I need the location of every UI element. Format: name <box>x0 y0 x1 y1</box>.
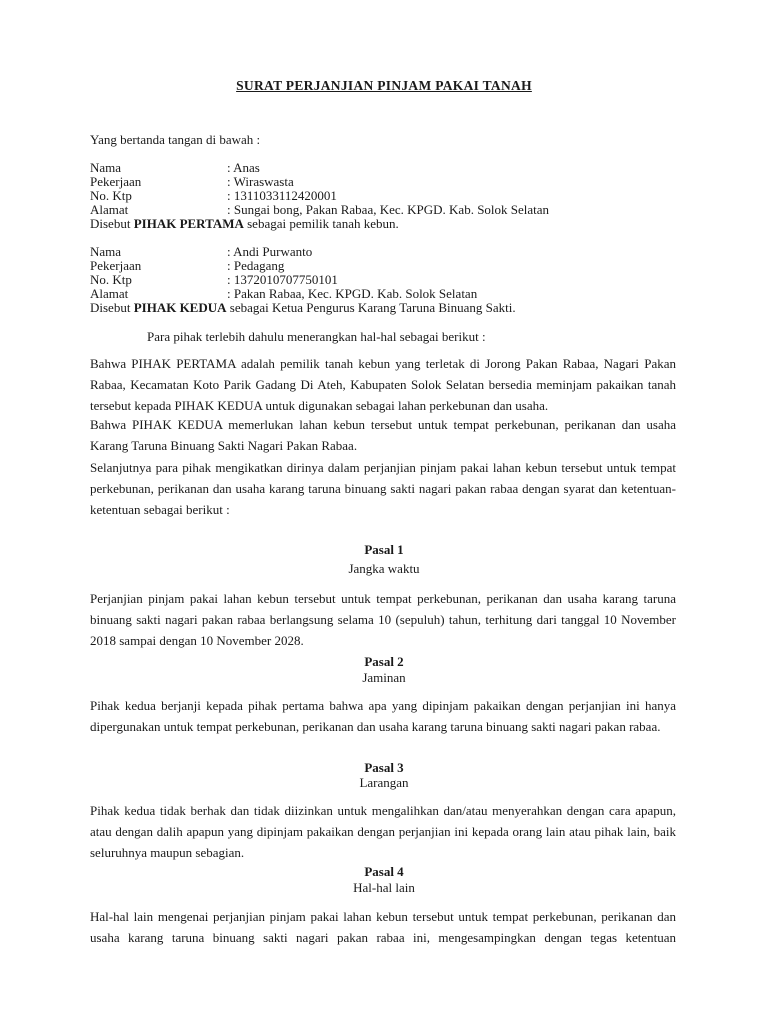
field-label: Nama <box>90 160 122 175</box>
field-value: : Pakan Rabaa, Kec. KPGD. Kab. Solok Selatan <box>227 286 478 301</box>
designation-prefix: Disebut <box>90 300 134 315</box>
article-3-subtitle: Larangan <box>359 775 409 790</box>
field-value: : Sungai bong, Pakan Rabaa, Kec. KPGD. Kab. Solok Selatan <box>227 202 550 217</box>
preamble-text: Para pihak terlebih dahulu menerangkan hal-hal sebagai berikut : <box>147 329 486 344</box>
document-title: SURAT PERJANJIAN PINJAM PAKAI TANAH <box>236 78 532 93</box>
field-label: Nama <box>90 244 122 259</box>
field-value: : Anas <box>227 160 260 175</box>
field-value: : 1372010707750101 <box>227 272 338 287</box>
party1-designation <box>90 217 399 231</box>
article-1-heading: Pasal 1 <box>364 542 404 557</box>
article-4-text: Hal-hal lain mengenai perjanjian pinjam pakai lahan kebun tersebut untuk tempat perkebunan, perikanan dan usaha karang taruna binuang sakti nagari pakan rabaa ini, mengesampingkan dengan tegas ketentuan <box>90 909 676 945</box>
article-4-heading: Pasal 4 <box>364 864 404 879</box>
field-label: Pekerjaan <box>90 174 142 189</box>
designation-suffix: sebagai Ketua Pengurus Karang Taruna Binuang Sakti. <box>226 300 516 315</box>
field-label: No. Ktp <box>90 272 132 287</box>
article-3-heading: Pasal 3 <box>364 760 404 775</box>
field-value: : Wiraswasta <box>227 174 294 189</box>
designation-suffix: sebagai pemilik tanah kebun. <box>243 216 399 231</box>
field-value: : 1311033112420001 <box>227 188 337 203</box>
article-4-subtitle: Hal-hal lain <box>353 880 415 895</box>
recital-paragraph-2: Bahwa PIHAK KEDUA memerlukan lahan kebun tersebut untuk tempat perkebunan, perikanan dan usaha Karang Taruna Binuang Sakti Nagari Pakan Rabaa. <box>90 417 676 453</box>
article-1-subtitle: Jangka waktu <box>348 561 420 576</box>
field-value: : Pedagang <box>227 258 285 273</box>
intro-text: Yang bertanda tangan di bawah : <box>90 132 261 147</box>
article-2-text: Pihak kedua berjanji kepada pihak pertama bahwa apa yang dipinjam pakaikan dengan perjanjian ini hanya dipergunakan untuk tempat perkebunan, perikanan dan usaha karang taruna binuang sakti nagari pakan rabaa. <box>90 698 676 734</box>
designation-role: PIHAK PERTAMA <box>133 216 244 231</box>
recital-paragraph-3: Selanjutnya para pihak mengikatkan dirinya dalam perjanjian pinjam pakai lahan kebun tersebut untuk tempat perkebunan, perikanan dan usaha karang taruna binuang sakti nagari pakan rabaa dengan syarat dan ketentuan-ketentuan sebagai berikut : <box>90 460 676 517</box>
field-label: Pekerjaan <box>90 258 142 273</box>
article-2-heading: Pasal 2 <box>364 654 404 669</box>
field-label: No. Ktp <box>90 188 132 203</box>
recital-paragraph-1: Bahwa PIHAK PERTAMA adalah pemilik tanah kebun yang terletak di Jorong Pakan Rabaa, Nagari Pakan Rabaa, Kecamatan Koto Parik Gadang Di Ateh, Kabupaten Solok Selatan bersedia meminjam pakaikan tanah tersebut kepada PIHAK KEDUA untuk digunakan sebagai lahan perkebunan dan usaha. <box>90 356 676 413</box>
field-label: Alamat <box>90 286 129 301</box>
designation-prefix: Disebut <box>90 216 134 231</box>
designation-role: PIHAK KEDUA <box>133 300 227 315</box>
article-1-text: Perjanjian pinjam pakai lahan kebun tersebut untuk tempat perkebunan, perikanan dan usaha karang taruna binuang sakti nagari pakan rabaa berlangsung selama 10 (sepuluh) tahun, terhitung dari tanggal 10 November 2018 sampai dengan 10 November 2028. <box>90 591 676 648</box>
field-label: Alamat <box>90 202 129 217</box>
field-value: : Andi Purwanto <box>227 244 313 259</box>
article-3-text: Pihak kedua tidak berhak dan tidak diizinkan untuk mengalihkan dan/atau menyerahkan dengan cara apapun, atau dengan dalih apapun yang dipinjam pakaikan dengan perjanjian ini kepada orang lain atau pihak lain, baik seluruhnya maupun sebagian. <box>90 803 676 860</box>
article-2-subtitle: Jaminan <box>362 670 406 685</box>
party2-designation <box>90 301 516 315</box>
